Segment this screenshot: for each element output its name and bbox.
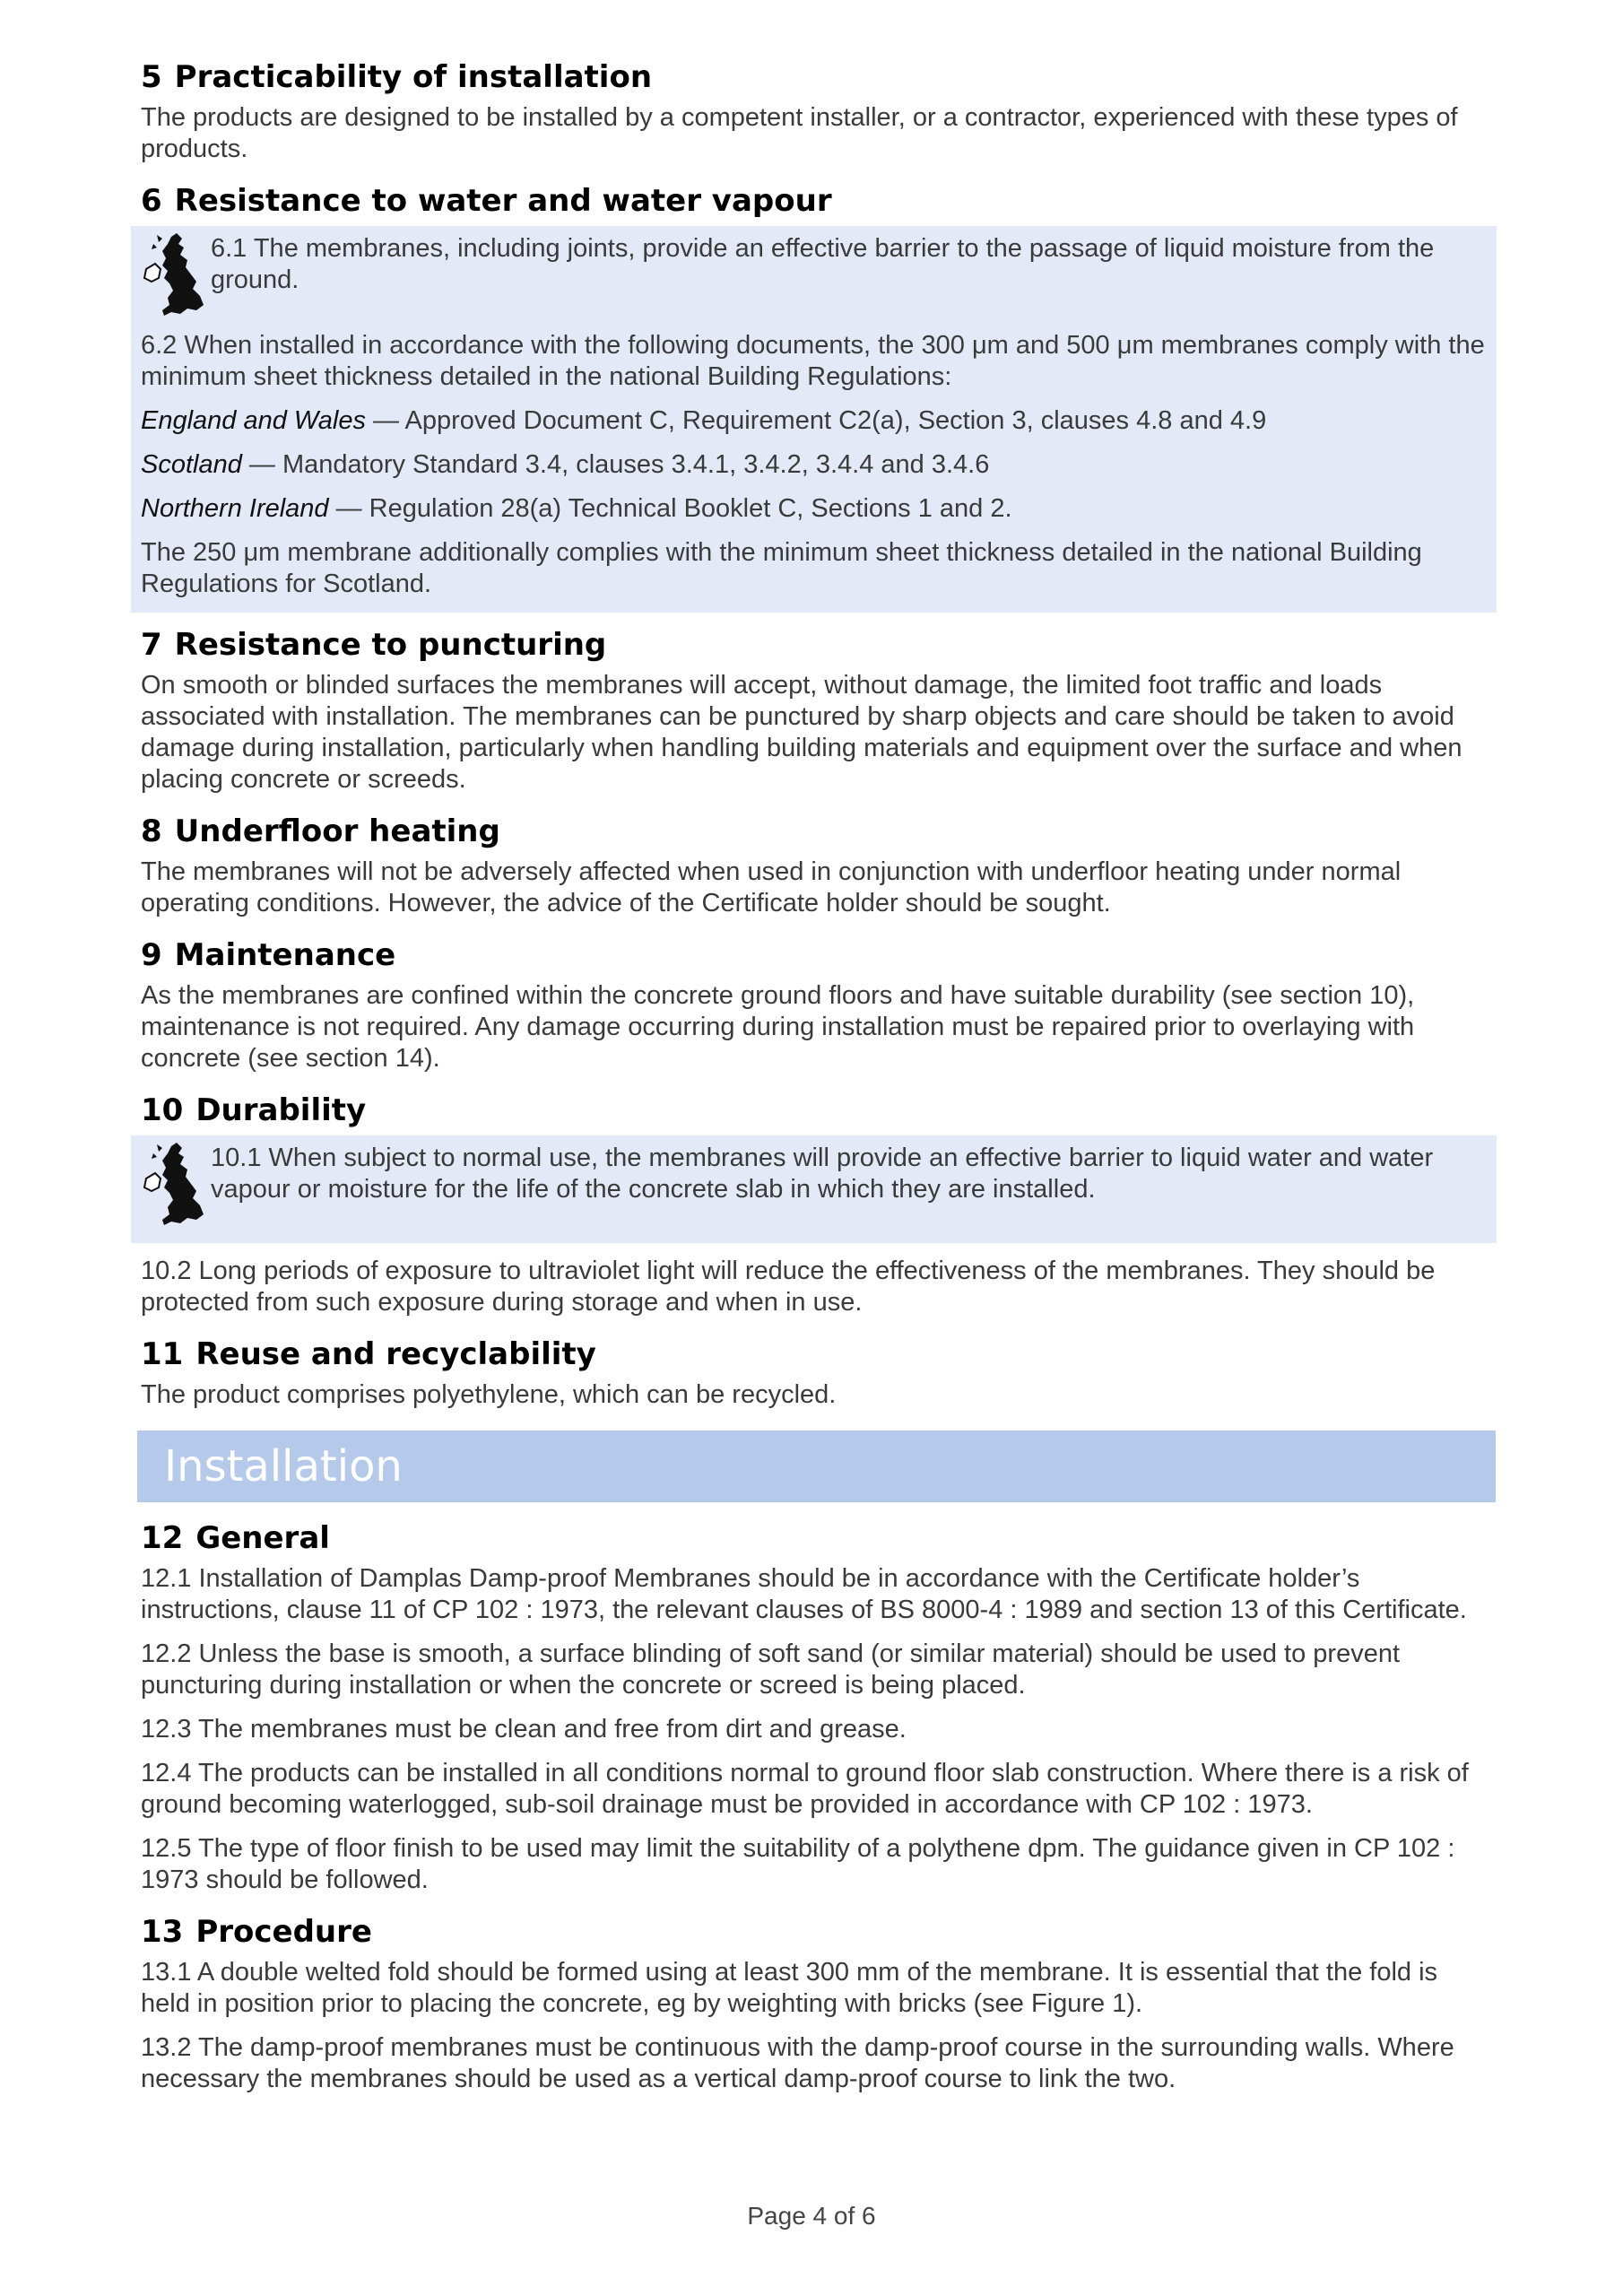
- section-6-shaded-box: [131, 226, 1497, 613]
- para-250um: The 250 μm membrane additionally complies with the minimum sheet thickness detailed in the national Building Regulations for Scotland.: [141, 538, 1422, 598]
- section-9-text: As the membranes are confined within the concrete ground floors and have suitable durability (see section 10), maintenance is not required. Any damage occurring during installation must be repaired prior to overlaying with concrete (see section 14).: [141, 981, 1415, 1073]
- para-10-2: 10.2 Long periods of exposure to ultraviolet light will reduce the effectiveness of the membranes. They should be protected from such exposure during storage and when in use.: [141, 1257, 1436, 1317]
- section-5-heading: 5 Practicability of installation: [141, 59, 653, 95]
- uk-map-icon: [137, 231, 211, 321]
- para-6-2: 6.2 When installed in accordance with the following documents, the 300 μm and 500 μm membranes comply with the minimum sheet thickness detailed in the national Building Regulations:: [141, 331, 1485, 391]
- para-12-2: 12.2 Unless the base is smooth, a surface blinding of soft sand (or similar material) should be used to prevent puncturing during installation or when the concrete or screed is being placed.: [141, 1639, 1401, 1700]
- section-8-heading: 8 Underfloor heating: [141, 813, 500, 849]
- para-10-1: 10.1 When subject to normal use, the membranes will provide an effective barrier to liquid water and water vapour or moisture for the life of the concrete slab in which they are installed.: [211, 1144, 1434, 1204]
- para-12-1: 12.1 Installation of Damplas Damp-proof Membranes should be in accordance with the Certificate holder’s instructions, clause 11 of CP 102 : 1973, the relevant clauses of BS 8000-4 : 1989 and section 13 of this Certificate.: [141, 1564, 1467, 1624]
- section-7-text: On smooth or blinded surfaces the membranes will accept, without damage, the limited foot traffic and loads associated with installation. The membranes can be punctured by sharp objects and care should be taken to avoid damage during installation, particularly when handling building materials and equipment over the surface and when placing concrete or screeds.: [141, 671, 1462, 794]
- section-10-shaded-box: [131, 1135, 1497, 1243]
- section-12-heading: 12 General: [141, 1520, 330, 1556]
- para-scotland: Scotland — Mandatory Standard 3.4, clauses 3.4.1, 3.4.2, 3.4.4 and 3.4.6: [141, 450, 990, 479]
- section-13-heading: 13 Procedure: [141, 1914, 372, 1950]
- para-13-2: 13.2 The damp-proof membranes must be continuous with the damp-proof course in the surrounding walls. Where necessary the membranes should be used as a vertical damp-proof course to link the two.: [141, 2033, 1454, 2093]
- para-northern-ireland: Northern Ireland — Regulation 28(a) Technical Booklet C, Sections 1 and 2.: [141, 494, 1012, 523]
- section-7-heading: 7 Resistance to puncturing: [141, 627, 607, 663]
- para-12-4: 12.4 The products can be installed in all conditions normal to ground floor slab construction. Where there is a risk of ground becoming waterlogged, sub-soil drainage must be provided in accordance with CP 102 : 1973.: [141, 1759, 1469, 1819]
- section-5-text: The products are designed to be installed by a competent installer, or a contractor, experienced with these types of products.: [141, 103, 1458, 163]
- section-9-heading: 9 Maintenance: [141, 937, 396, 973]
- para-12-5: 12.5 The type of floor finish to be used may limit the suitability of a polythene dpm. The guidance given in CP 102 : 1973 should be followed.: [141, 1834, 1455, 1894]
- uk-map-icon: [137, 1141, 211, 1231]
- page-number: Page 4 of 6: [747, 2202, 876, 2230]
- section-10-heading: 10 Durability: [141, 1092, 367, 1128]
- installation-banner: Installation: [137, 1431, 1496, 1502]
- section-8-text: The membranes will not be adversely affected when used in conjunction with underfloor heating under normal operating conditions. However, the advice of the Certificate holder should be sought.: [141, 857, 1402, 918]
- para-12-3: 12.3 The membranes must be clean and free from dirt and grease.: [141, 1715, 907, 1744]
- section-11-heading: 11 Reuse and recyclability: [141, 1336, 596, 1372]
- section-6-heading: 6 Resistance to water and water vapour: [141, 183, 832, 219]
- para-england-wales: England and Wales — Approved Document C, Requirement C2(a), Section 3, clauses 4.8 and 4.9: [141, 406, 1267, 435]
- para-6-1: 6.1 The membranes, including joints, provide an effective barrier to the passage of liquid moisture from the ground.: [211, 234, 1435, 294]
- para-13-1: 13.1 A double welted fold should be formed using at least 300 mm of the membrane. It is essential that the fold is held in position prior to placing the concrete, eg by weighting with bricks (see Figure 1).: [141, 1958, 1438, 2018]
- section-11-text: The product comprises polyethylene, which can be recycled.: [141, 1380, 837, 1409]
